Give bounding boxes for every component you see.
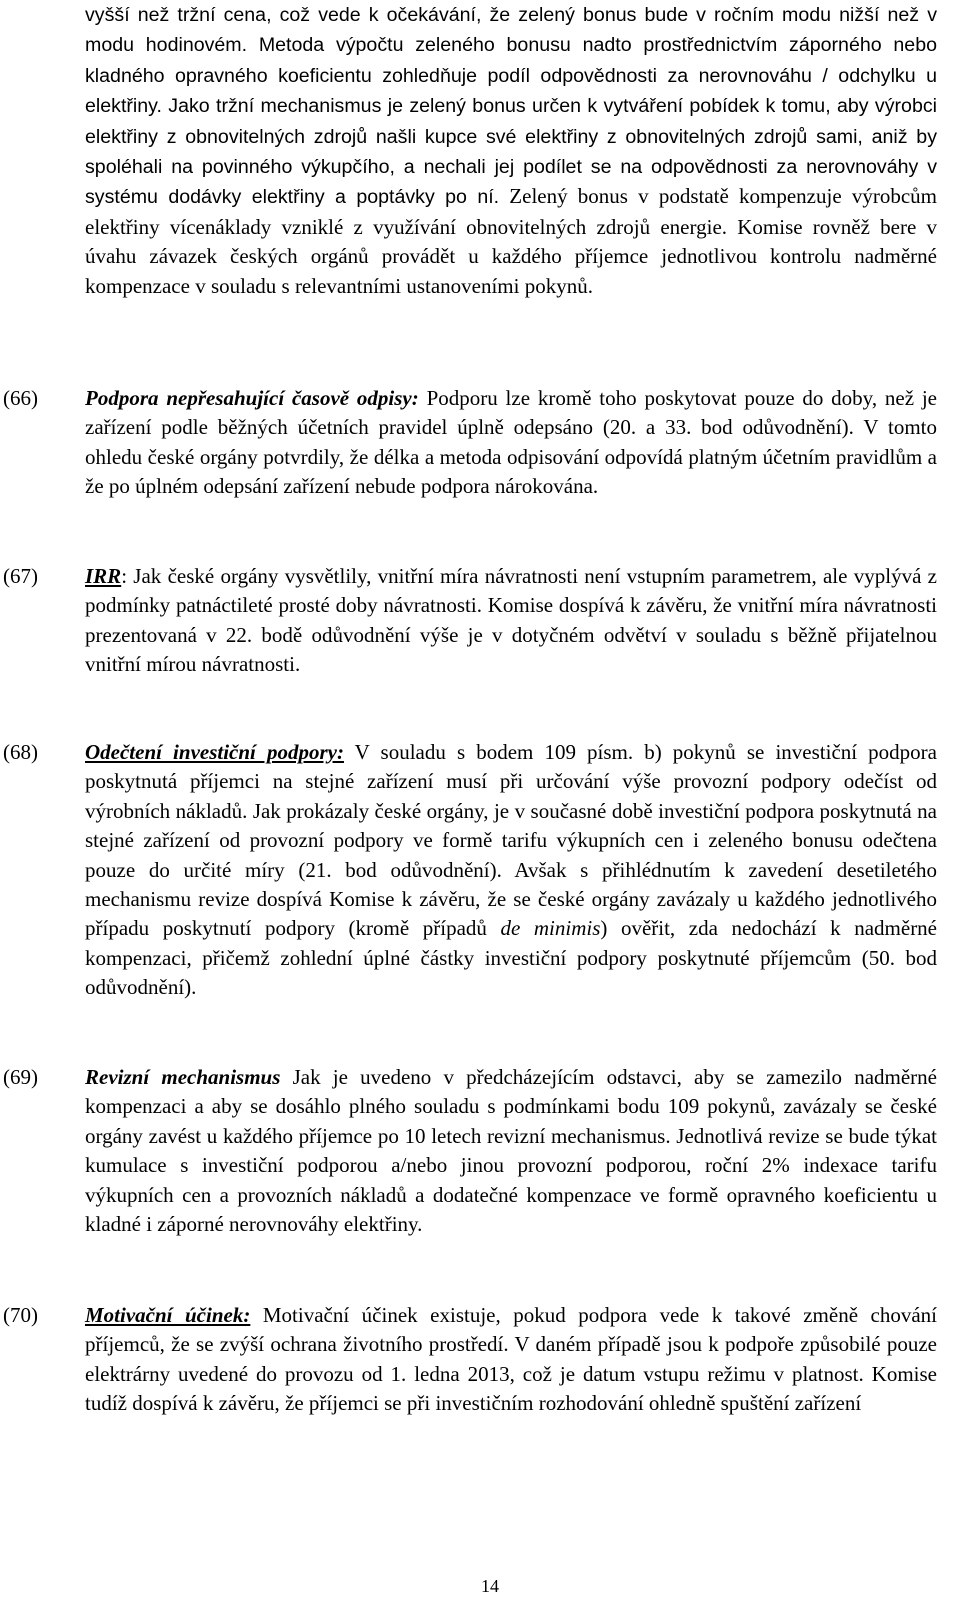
paragraph-70-heading: Motivační účinek:: [85, 1303, 251, 1327]
paragraph-69-heading: Revizní mechanismus: [85, 1065, 281, 1089]
paragraph-number-67: (67): [3, 564, 38, 588]
paragraph-66: [85, 384, 937, 502]
paragraph-69: [85, 1063, 937, 1239]
paragraph-69-text: Jak je uvedeno v předcházejícím odstavci, aby se zamezilo nadměrné kompenzaci a aby se dosáhlo plného souladu s podmínkami bodu 109 pokynů, zavázaly se české orgány zavést u každého příjemce po 10 letech revizní mechanismus. Jednotlivá revize se bude týkat kumulace s investiční podporou a/nebo jinou provozní podporou, roční 2% indexace tarifu výkupních cen a provozních nákladů a dodatečné kompenzace ve formě opravného koeficientu u kladné i záporné nerovnováhy elektřiny.: [85, 1065, 937, 1237]
paragraph-66-heading: Podpora nepřesahující časově odpisy:: [85, 386, 419, 410]
page-number: 14: [481, 1576, 499, 1596]
paragraph-66-text: Podporu lze kromě toho poskytovat pouze do doby, než je zařízení podle běžných účetních pravidel úplně odepsáno (20. a 33. bod odůvodnění). V tomto ohledu české orgány potvrdily, že délka a metoda odpisování odpovídá platným účetním pravidlům a že po úplném odepsání zařízení nebude podpora nárokována.: [85, 386, 937, 499]
paragraph-70: [85, 1301, 937, 1419]
paragraph-70-text: Motivační účinek existuje, pokud podpora vede k takové změně chování příjemců, že se zvýší ochrana životního prostředí. V daném případě jsou k podpoře způsobilé pouze elektrárny uvedené do provozu od 1. ledna 2013, což je datum vstupu režimu v platnost. Komise tudíž dospívá k závěru, že příjemci se při investičním rozhodování ohledně spuštění zařízení: [85, 1303, 937, 1416]
paragraph-68: [85, 738, 937, 1003]
paragraph-number-70: (70): [3, 1303, 38, 1327]
paragraph-68-heading: Odečtení investiční podpory:: [85, 740, 344, 764]
paragraph-68-italic: de minimis: [500, 916, 601, 941]
paragraph-number-68: (68): [3, 740, 38, 764]
paragraph-67: [85, 562, 937, 680]
paragraph-67-text: : Jak české orgány vysvětlily, vnitřní míra návratnosti není vstupním parametrem, ale vyplývá z podmínky patnáctileté prosté doby návratnosti. Komise dospívá k závěru, že vnitřní míra návratnosti prezentovaná v 22. bodě odůvodnění výše je v dotyčném odvětví v souladu s běžně přijatelnou vnitřní mírou návratnosti.: [85, 564, 937, 677]
paragraph-68-text-end: ) ověřit, zda nedochází k nadměrné kompenzaci, přičemž zohlední úplné částky investiční podpory poskytnuté příjemcům (50. bod odůvodnění).: [85, 916, 938, 1000]
continued-text-serif: Zelený bonus v podstatě kompenzuje výrobcům elektřiny vícenáklady vzniklé z využívání obnovitelných zdrojů energie. Komise rovněž bere v úvahu závazek českých orgánů provádět u každého příjemce jednotlivou kontrolu nadměrné kompenzace v souladu s relevantními ustanoveními pokynů.: [85, 184, 937, 298]
paragraph-67-heading: IRR: [85, 564, 122, 588]
paragraph-number-66: (66): [3, 386, 38, 410]
continued-text-sans: vyšší než tržní cena, což vede k očekávání, že zelený bonus bude v ročním modu nižší než v modu hodinovém. Metoda výpočtu zeleného bonusu nadto prostřednictvím záporného nebo kladného opravného koeficientu zohledňuje podíl odpovědnosti za nerovnováhu / odchylku u elektřiny. Jako tržní mechanismus je zelený bonus určen k vytváření pobídek k tomu, aby výrobci elektřiny z obnovitelných zdrojů našli kupce své elektřiny z obnovitelných zdrojů sami, aniž by spoléhali na povinného výkupčího, a nechali jej podílet se na odpovědnosti za nerovnováhy v systému dodávky elektřiny a poptávky po ní.: [85, 4, 937, 209]
paragraph-number-69: (69): [3, 1065, 38, 1089]
paragraph-68-text: V souladu s bodem 109 písm. b) pokynů se investiční podpora poskytnutá příjemci na stejné zařízení musí při určování výše provozní podpory odečíst od výrobních nákladů. Jak prokázaly české orgány, je v současné době investiční podpora poskytnutá na stejné zařízení od provozní podpory ve formě tarifu výkupních cen i zeleného bonusu odečtena pouze do určité míry (21. bod odůvodnění). Avšak s přihlédnutím k zavedení desetiletého mechanismu revize dospívá Komise k závěru, že se české orgány zavázaly u každého jednotlivého případu poskytnutí podpory (kromě případů: [85, 740, 937, 941]
continued-paragraph: [85, 0, 937, 301]
